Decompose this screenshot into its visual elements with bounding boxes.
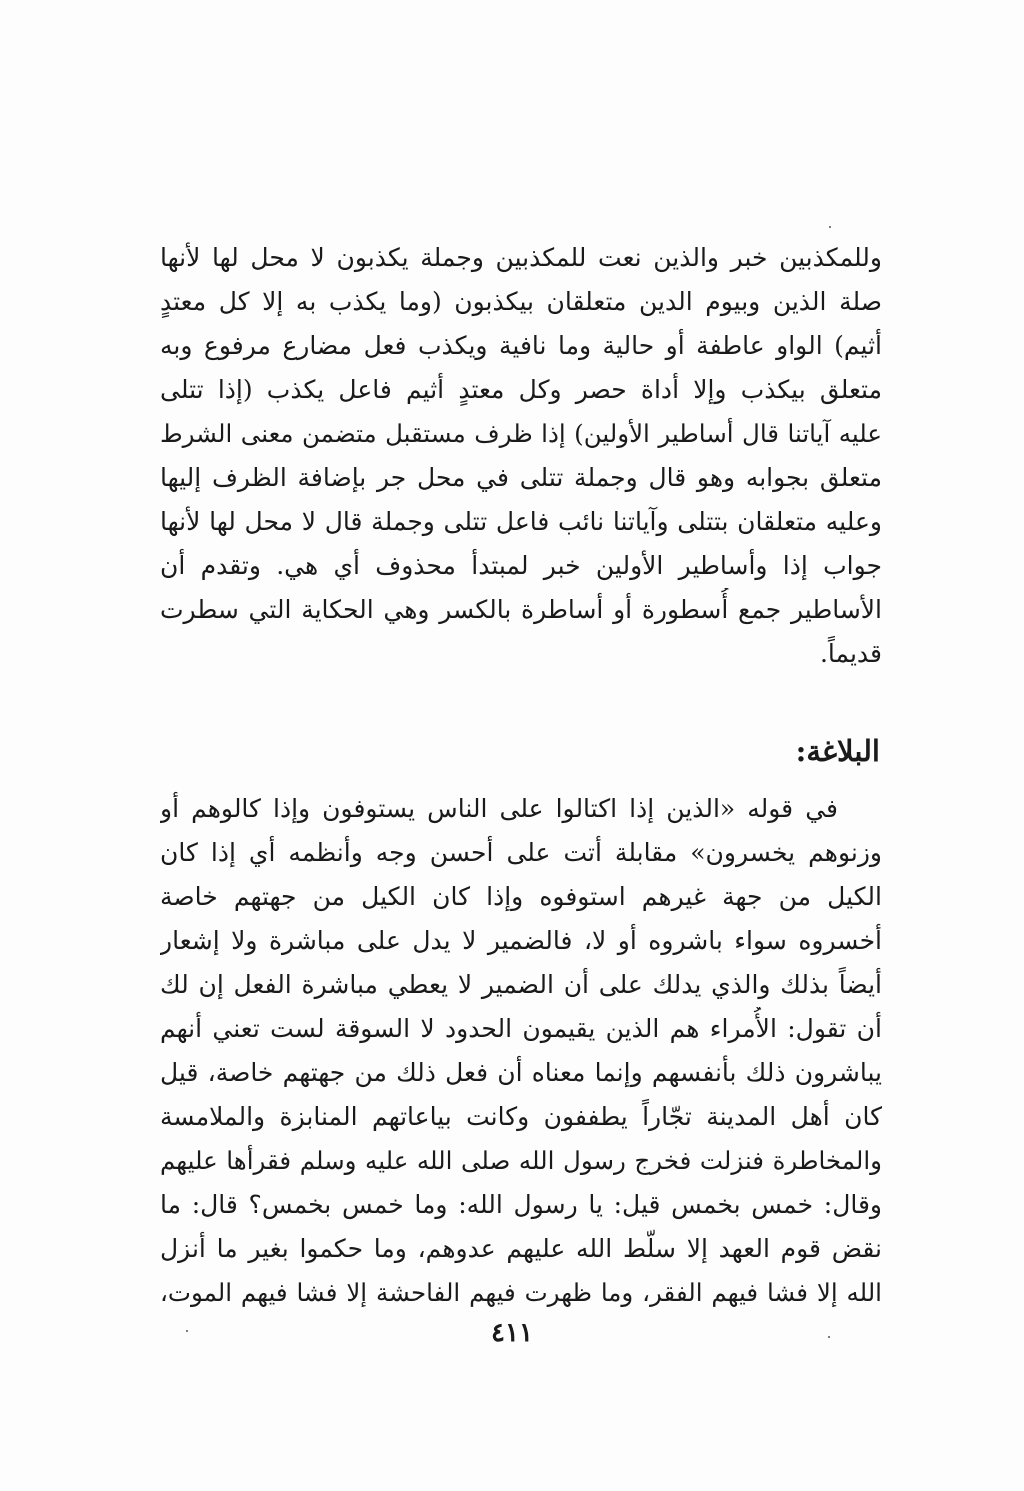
text-line: وزنوهم يخسرون» مقابلة أتت على أحسن وجه وأنظمه أي إذا كان	[160, 838, 882, 867]
page-number: ٤١١	[491, 1318, 533, 1348]
text-line: متعلق بيكذب وإلا أداة حصر وكل معتدٍ أثيم فاعل يكذب (إذا تتلى	[160, 375, 882, 404]
text-line: الأساطير جمع أُسطورة أو أساطرة بالكسر وهي الحكاية التي سطرت	[160, 595, 882, 624]
text-line: نقض قوم العهد إلا سلّط الله عليهم عدوهم، وما حكموا بغير ما أنزل	[160, 1234, 882, 1263]
text-line: وقال: خمس بخمس قيل: يا رسول الله: وما خمس بخمس؟ قال: ما	[160, 1190, 882, 1219]
text-line: الكيل من جهة غيرهم استوفوه وإذا كان الكيل من جهتهم خاصة	[160, 882, 882, 911]
text-line: وعليه متعلقان بتتلى وآياتنا نائب فاعل تتلى وجملة قال لا محل لها لأنها	[160, 507, 882, 536]
text-line: قديماً.	[819, 639, 882, 668]
text-line: أثيم) الواو عاطفة أو حالية وما نافية ويكذب فعل مضارع مرفوع وبه	[160, 331, 882, 360]
scan-speck	[829, 226, 831, 228]
grammar-paragraph	[160, 236, 882, 676]
text-line: جواب إذا وأساطير الأولين خبر لمبتدأ محذوف أي هي. وتقدم أن	[160, 551, 882, 580]
text-line: وللمكذبين خبر والذين نعت للمكذبين وجملة يكذبون لا محل لها لأنها	[160, 243, 882, 272]
rhetoric-paragraph	[160, 787, 882, 1315]
text-line: يباشرون ذلك بأنفسهم وإنما معناه أن فعل ذلك من جهتهم خاصة، قيل	[160, 1058, 882, 1087]
text-line: عليه آياتنا قال أساطير الأولين) إذا ظرف مستقبل متضمن معنى الشرط	[160, 419, 882, 448]
text-line: صلة الذين وبيوم الدين متعلقان بيكذبون (وما يكذب به إلا كل معتدٍ	[160, 287, 882, 316]
text-line: في قوله «الذين إذا اكتالوا على الناس يستوفون وإذا كالوهم أو	[160, 794, 838, 823]
text-line: الله إلا فشا فيهم الفقر، وما ظهرت فيهم الفاحشة إلا فشا فيهم الموت،	[160, 1278, 882, 1307]
text-line: أيضاً بذلك والذي يدلك على أن الضمير لا يعطي مباشرة الفعل إن لك	[160, 970, 882, 999]
text-line: والمخاطرة فنزلت فخرج رسول الله صلى الله عليه وسلم فقرأها عليهم	[160, 1146, 882, 1175]
text-line: كان أهل المدينة تجّاراً يطففون وكانت بياعاتهم المنابزة والملامسة	[160, 1102, 882, 1131]
text-line: أخسروه سواء باشروه أو لا، فالضمير لا يدل على مباشرة ولا إشعار	[160, 926, 882, 955]
text-line: متعلق بجوابه وهو قال وجملة تتلى في محل جر بإضافة الظرف إليها	[160, 463, 882, 492]
section-heading: البلاغة:	[795, 734, 880, 768]
text-line: أن تقول: الأُمراء هم الذين يقيمون الحدود لا السوقة لست تعني أنهم	[160, 1014, 882, 1043]
